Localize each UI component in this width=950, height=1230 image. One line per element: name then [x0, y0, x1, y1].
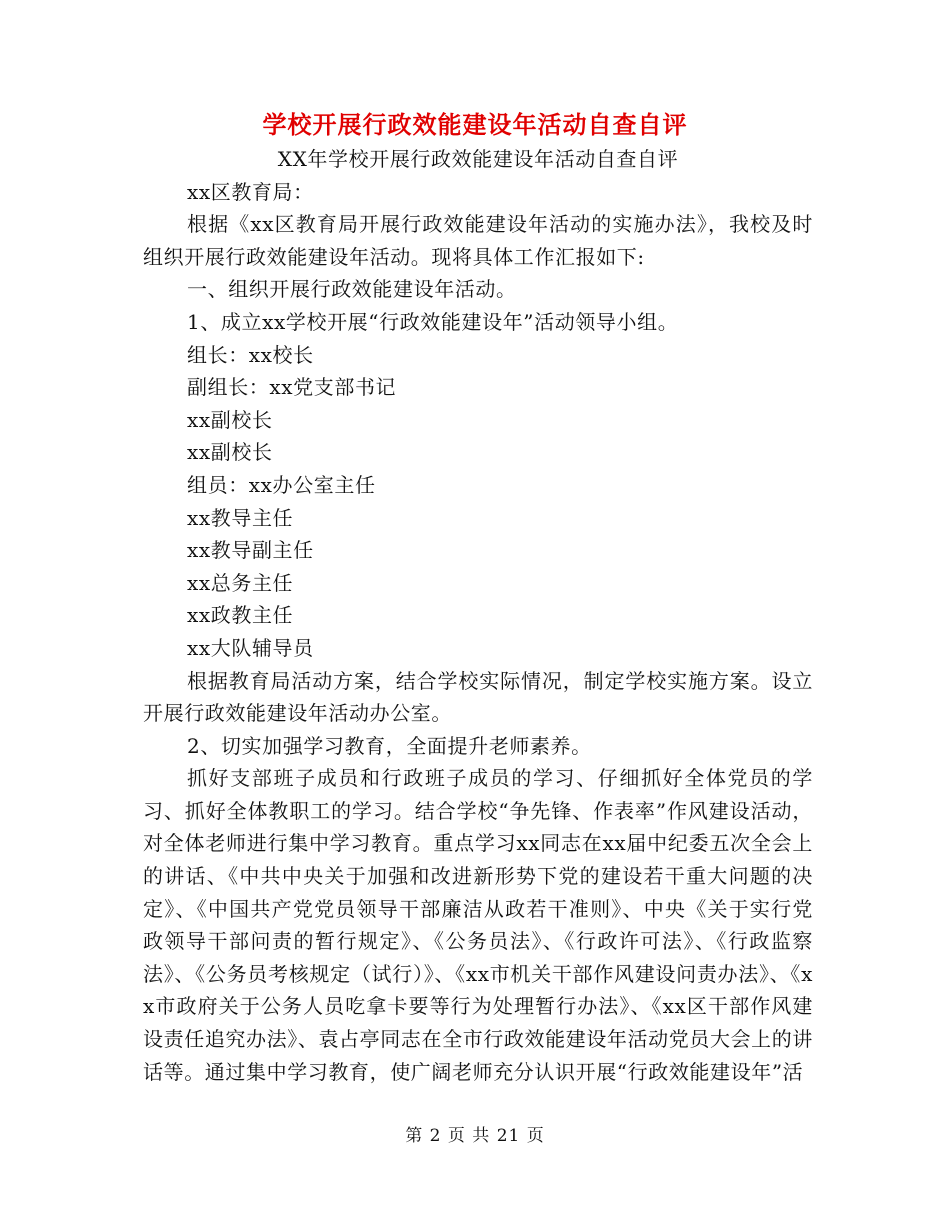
paragraph-intro: 根据《xx区教育局开展行政效能建设年活动的实施办法》，我校及时组织开展行政效能建设年活动。现将具体工作汇报如下: [143, 212, 813, 269]
member-line: xx大队辅导员 [187, 635, 314, 660]
member-line: xx政教主任 [187, 603, 294, 628]
paragraph-plan: 根据教育局活动方案，结合学校实际情况，制定学校实施方案。设立开展行政效能建设年活动办公室。 [143, 668, 813, 726]
member-line: xx教导主任 [187, 505, 294, 530]
member-line: xx副校长 [187, 440, 273, 465]
item-2-heading: 2、切实加强学习教育，全面提升老师素养。 [187, 733, 592, 758]
document-body [143, 143, 813, 1088]
document-title: 学校开展行政效能建设年活动自查自评 [262, 110, 688, 139]
member-line: 组长：xx校长 [187, 342, 314, 367]
member-line: xx总务主任 [187, 570, 294, 595]
document-subtitle: XX年学校开展行政效能建设年活动自查自评 [277, 147, 679, 171]
section-heading-1: 一、组织开展行政效能建设年活动。 [187, 277, 517, 302]
member-line: xx副校长 [187, 407, 273, 432]
member-line: 组员：xx办公室主任 [187, 472, 376, 497]
page-footer: 第 2 页 共 21 页 [405, 1126, 545, 1146]
item-1-heading: 1、成立xx学校开展“行政效能建设年”活动领导小组。 [187, 309, 679, 334]
paragraph-addressee: xx区教育局： [187, 179, 314, 204]
member-line: 副组长：xx党支部书记 [187, 375, 397, 400]
member-line: xx教导副主任 [187, 538, 314, 563]
paragraph-study: 抓好支部班子成员和行政班子成员的学习、仔细抓好全体党员的学习、抓好全体教职工的学习。结合学校“争先锋、作表率”作风建设活动，对全体老师进行集中学习教育。重点学习xx同志在xx届中纪委五次全会上的讲话、《中共中央关于加强和改进新形势下党的建设若干重大问题的决定》、《中国共产党党员领导干部廉洁从政若干准则》、中央《关于实行党政领导干部问责的暂行规定》、《公务员法》、《行政许可法》、《行政监察法》、《公务员考核规定（试行）》、《xx市机关干部作风建设问责办法》、《xx市政府关于公务人员吃拿卡要等行为处理暂行办法》、《xx区干部作风建设责任追究办法》、袁占亭同志在全市行政效能建设年活动党员大会上的讲话等。通过集中学习教育，使广阔老师充分认识开展“行政效能建设年”活 [143, 766, 813, 1084]
